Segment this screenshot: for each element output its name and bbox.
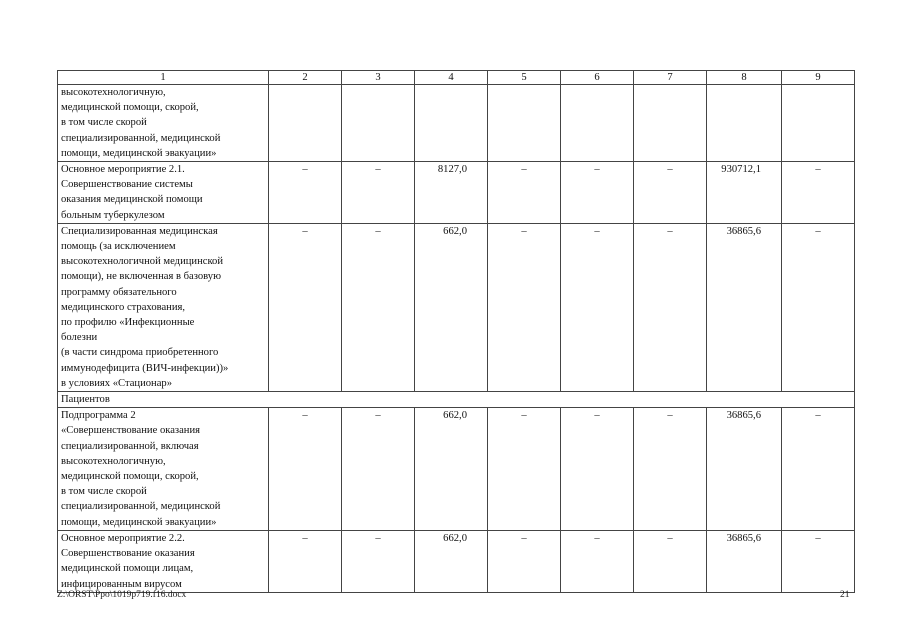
value-cell: – <box>634 223 707 391</box>
value-cell <box>269 85 342 162</box>
value-cell: – <box>782 162 855 224</box>
value-cell: 930712,1 <box>707 162 782 224</box>
value-cell <box>707 85 782 162</box>
description-line: в условиях «Стационар» <box>61 377 173 389</box>
description-line: высокотехнологичную, <box>61 455 166 467</box>
description-line: больным туберкулезом <box>61 209 165 221</box>
table-row <box>58 223 855 391</box>
value-cell: – <box>488 162 561 224</box>
value-cell: – <box>342 408 415 531</box>
table-row <box>58 162 855 224</box>
description-line: в том числе скорой <box>61 486 147 498</box>
value-cell: – <box>342 223 415 391</box>
value-cell: 8127,0 <box>415 162 488 224</box>
value-cell: – <box>634 162 707 224</box>
value-cell <box>561 85 634 162</box>
header-cell: 5 <box>488 71 561 85</box>
value-cell: – <box>342 530 415 592</box>
value-cell: – <box>269 162 342 224</box>
description-line: Основное мероприятие 2.2. <box>61 532 185 544</box>
value-cell <box>342 85 415 162</box>
description-cell <box>58 223 269 391</box>
description-line: высокотехнологичной медицинской <box>61 256 224 268</box>
footer-file-path: Z:\ORST\Ppo\1019p719.f16.docx <box>57 590 187 600</box>
value-cell: – <box>782 223 855 391</box>
value-cell: – <box>269 530 342 592</box>
value-cell: – <box>782 530 855 592</box>
description-cell <box>58 408 269 531</box>
description-line: помощи, медицинской эвакуации» <box>61 147 217 159</box>
description-line: Совершенствование системы <box>61 179 193 191</box>
description-line: помощи, медицинской эвакуации» <box>61 516 217 528</box>
description-line: помощи), не включенная в базовую <box>61 271 221 283</box>
description-cell <box>58 530 269 592</box>
description-line: оказания медицинской помощи <box>61 194 203 206</box>
header-cell: 9 <box>782 71 855 85</box>
description-line: медицинской помощи, скорой, <box>61 102 199 114</box>
value-cell: 36865,6 <box>707 408 782 531</box>
header-cell: 7 <box>634 71 707 85</box>
value-cell: 662,0 <box>415 223 488 391</box>
value-cell: 662,0 <box>415 530 488 592</box>
description-line: программу обязательного <box>61 286 177 298</box>
description-line: медицинской помощи, скорой, <box>61 471 199 483</box>
description-line: в том числе скорой <box>61 117 147 129</box>
table-row <box>58 408 855 531</box>
header-cell: 6 <box>561 71 634 85</box>
description-line: болезни <box>61 332 98 344</box>
description-line: инфицированным вирусом <box>61 578 182 590</box>
value-cell <box>415 85 488 162</box>
header-cell: 3 <box>342 71 415 85</box>
description-line: (в части синдрома приобретенного <box>61 347 219 359</box>
header-row <box>58 71 855 85</box>
header-cell: 1 <box>58 71 269 85</box>
value-cell: – <box>488 530 561 592</box>
table-row <box>58 392 855 408</box>
value-cell: – <box>342 162 415 224</box>
table-row <box>58 530 855 592</box>
description-line: Совершенствование оказания <box>61 548 195 560</box>
value-cell: 36865,6 <box>707 223 782 391</box>
data-table <box>57 70 855 593</box>
value-cell: 662,0 <box>415 408 488 531</box>
value-cell: – <box>634 530 707 592</box>
value-cell: – <box>782 408 855 531</box>
description-line: медицинского страхования, <box>61 301 186 313</box>
header-cell: 2 <box>269 71 342 85</box>
value-cell: – <box>561 223 634 391</box>
value-cell: – <box>269 223 342 391</box>
header-cell: 4 <box>415 71 488 85</box>
header-cell: 8 <box>707 71 782 85</box>
value-cell <box>782 85 855 162</box>
description-line: специализированной, включая <box>61 440 199 452</box>
description-line: по профилю «Инфекционные <box>61 317 195 329</box>
description-cell <box>58 85 269 162</box>
value-cell <box>634 85 707 162</box>
description-line: «Совершенствование оказания <box>61 425 201 437</box>
value-cell: – <box>269 408 342 531</box>
value-cell: – <box>488 408 561 531</box>
value-cell: – <box>561 530 634 592</box>
value-cell <box>488 85 561 162</box>
description-cell <box>58 162 269 224</box>
value-cell: – <box>561 162 634 224</box>
description-line: иммунодефицита (ВИЧ-инфекции))» <box>61 362 229 374</box>
value-cell: – <box>488 223 561 391</box>
description-line: Основное мероприятие 2.1. <box>61 164 185 176</box>
value-cell: 36865,6 <box>707 530 782 592</box>
value-cell: – <box>634 408 707 531</box>
section-label-cell: Пациентов <box>58 392 855 408</box>
table-row <box>58 85 855 162</box>
value-cell: – <box>561 408 634 531</box>
description-line: специализированной, медицинской <box>61 501 221 513</box>
footer-page-number: 21 <box>840 590 850 600</box>
description-line: медицинской помощи лицам, <box>61 563 194 575</box>
description-line: высокотехнологичную, <box>61 87 166 98</box>
description-line: специализированной, медицинской <box>61 132 221 144</box>
description-line: помощь (за исключением <box>61 241 176 253</box>
description-line: Подпрограмма 2 <box>61 410 136 422</box>
description-line: Специализированная медицинская <box>61 225 218 237</box>
